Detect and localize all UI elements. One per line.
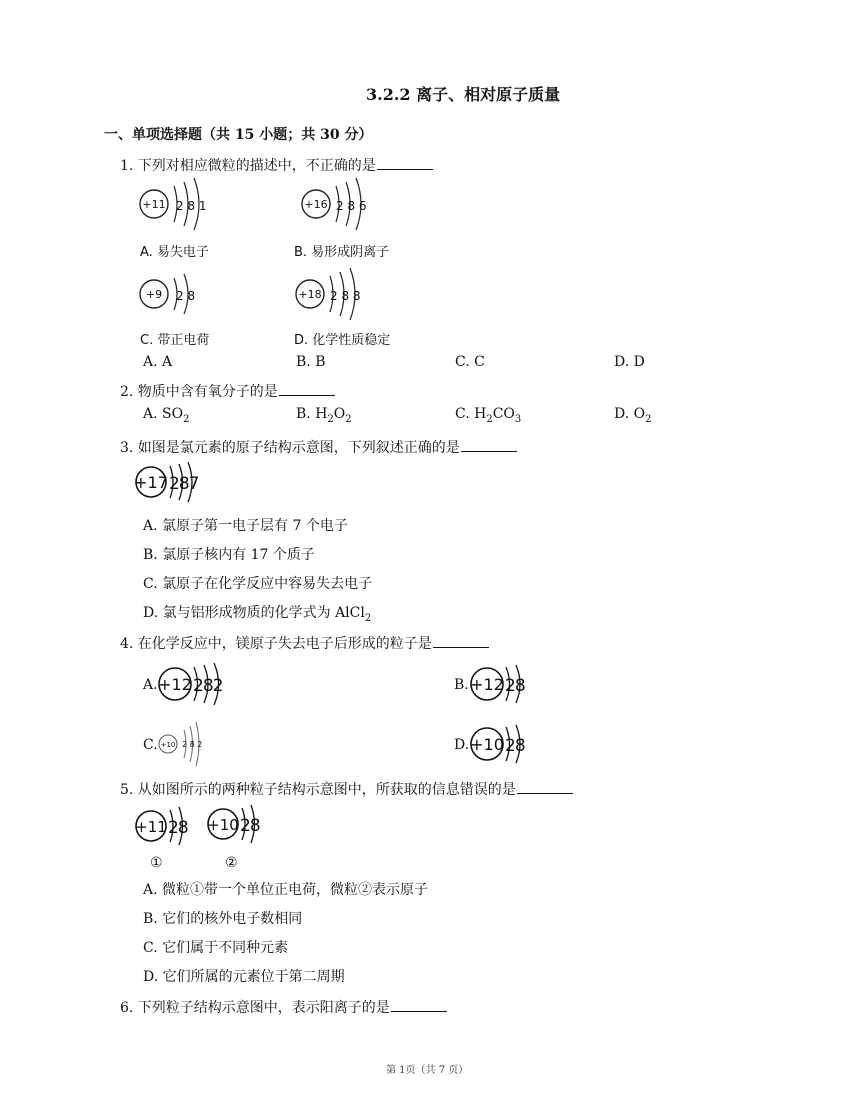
question-1-figure bbox=[136, 176, 400, 350]
q4-option-d-diagram[interactable] bbox=[469, 722, 531, 766]
svg-text:+18: +18 bbox=[298, 288, 322, 301]
atom-structure-figure bbox=[136, 176, 400, 350]
particle-diagram-1 bbox=[135, 807, 188, 845]
q4-option-c-label[interactable]: C. bbox=[143, 737, 158, 753]
question-4-stem: 4. 在化学反应中，镁原子失去电子后形成的粒子是 bbox=[120, 636, 432, 652]
q1-option-d[interactable]: D. D bbox=[614, 354, 645, 370]
atom-diagram-c bbox=[140, 274, 209, 348]
answer-blank bbox=[279, 383, 335, 396]
page-footer: 第 1页（共 7 页） bbox=[386, 1065, 469, 1076]
svg-text:+11: +11 bbox=[135, 818, 167, 836]
q3-option-b[interactable]: B. 氯原子核内有 17 个质子 bbox=[143, 547, 315, 563]
q1-option-b[interactable]: B. B bbox=[296, 354, 326, 370]
svg-text:28: 28 bbox=[505, 736, 525, 756]
svg-text:+12: +12 bbox=[470, 675, 504, 694]
answer-blank bbox=[377, 157, 433, 170]
svg-text:+16: +16 bbox=[304, 198, 328, 211]
question-3 bbox=[120, 437, 517, 457]
atom-diagram-a bbox=[140, 178, 209, 260]
q2-option-c[interactable]: C. $H_2CO_3$ bbox=[455, 406, 522, 425]
question-2 bbox=[120, 381, 335, 401]
section-heading: 一、单项选择题（共 15 小题；共 30 分） bbox=[104, 127, 373, 143]
svg-text:D. 化学性质稳定: D. 化学性质稳定 bbox=[294, 333, 391, 348]
q5-option-a[interactable]: A. 微粒①带一个单位正电荷，微粒②表示原子 bbox=[143, 882, 429, 898]
question-5-figure bbox=[134, 804, 274, 852]
particle-mark-2: ② bbox=[225, 855, 238, 871]
q4-option-a-label[interactable]: A. bbox=[143, 677, 158, 693]
q2-option-b[interactable]: B. $H_2O_2$ bbox=[296, 406, 352, 425]
q4-option-c-diagram[interactable] bbox=[156, 716, 226, 768]
q2-option-a[interactable]: A. $SO_2$ bbox=[143, 406, 190, 425]
question-1 bbox=[120, 155, 433, 175]
q3-option-d[interactable]: D. 氯与铝形成物质的化学式为 AlCl$_2$ bbox=[143, 605, 372, 624]
q4-option-d-label[interactable]: D. bbox=[454, 737, 470, 753]
q5-option-b[interactable]: B. 它们的核外电子数相同 bbox=[143, 911, 303, 927]
question-1-stem: 1. 下列对相应微粒的描述中，不正确的是 bbox=[120, 158, 376, 174]
question-5-stem: 5. 从如图所示的两种粒子结构示意图中，所获取的信息错误的是 bbox=[120, 782, 516, 798]
question-2-stem: 2. 物质中含有氧分子的是 bbox=[120, 384, 278, 400]
svg-text:282: 282 bbox=[193, 676, 223, 696]
svg-text:2 8 2: 2 8 2 bbox=[182, 740, 203, 749]
svg-text:2 8 8: 2 8 8 bbox=[330, 289, 361, 303]
q5-option-d[interactable]: D. 它们所属的元素位于第二周期 bbox=[143, 969, 345, 985]
svg-text:C. 带正电荷: C. 带正电荷 bbox=[140, 333, 210, 348]
svg-text:2 8 1: 2 8 1 bbox=[176, 199, 207, 213]
q1-option-a[interactable]: A. A bbox=[143, 354, 173, 370]
svg-text:+12: +12 bbox=[158, 675, 192, 694]
question-3-figure bbox=[134, 462, 206, 502]
svg-text:B. 易形成阴离子: B. 易形成阴离子 bbox=[294, 245, 390, 260]
atom-diagram-d bbox=[294, 268, 390, 348]
particle-diagram-2 bbox=[207, 805, 260, 843]
svg-text:2 8: 2 8 bbox=[176, 289, 196, 303]
q5-option-c[interactable]: C. 它们属于不同种元素 bbox=[143, 940, 289, 956]
svg-text:2 8 6: 2 8 6 bbox=[336, 199, 367, 213]
svg-text:+10: +10 bbox=[470, 735, 504, 754]
question-6 bbox=[120, 997, 447, 1017]
question-6-stem: 6. 下列粒子结构示意图中，表示阳离子的是 bbox=[120, 1000, 390, 1016]
q4-option-b-diagram[interactable] bbox=[469, 662, 531, 706]
svg-text:+17: +17 bbox=[134, 473, 168, 492]
document-title: 3.2.2 离子、相对原子质量 bbox=[366, 85, 561, 104]
q3-option-c[interactable]: C. 氯原子在化学反应中容易失去电子 bbox=[143, 576, 373, 592]
q3-option-a[interactable]: A. 氯原子第一电子层有 7 个电子 bbox=[143, 518, 348, 534]
atom-diagram-b bbox=[294, 178, 389, 260]
svg-text:+10: +10 bbox=[207, 816, 239, 834]
q4-option-a-diagram[interactable] bbox=[157, 662, 229, 706]
particle-mark-1: ① bbox=[150, 855, 163, 871]
question-4 bbox=[120, 633, 489, 653]
answer-blank bbox=[391, 999, 447, 1012]
q2-option-d[interactable]: D. $O_2$ bbox=[614, 406, 652, 425]
svg-text:28: 28 bbox=[240, 816, 260, 836]
svg-text:+11: +11 bbox=[142, 198, 166, 211]
svg-text:A. 易失电子: A. 易失电子 bbox=[140, 245, 209, 260]
answer-blank bbox=[433, 635, 489, 648]
svg-text:+10: +10 bbox=[160, 741, 176, 749]
svg-text:28: 28 bbox=[505, 676, 525, 696]
answer-blank bbox=[461, 439, 517, 452]
q1-option-c[interactable]: C. C bbox=[455, 354, 485, 370]
question-3-stem: 3. 如图是氯元素的原子结构示意图，下列叙述正确的是 bbox=[120, 440, 460, 456]
svg-text:+9: +9 bbox=[145, 288, 163, 301]
question-5 bbox=[120, 779, 573, 799]
svg-text:28: 28 bbox=[168, 818, 188, 838]
q4-option-b-label[interactable]: B. bbox=[454, 677, 469, 693]
svg-text:287: 287 bbox=[169, 474, 199, 494]
chlorine-atom-diagram bbox=[134, 462, 206, 502]
answer-blank bbox=[517, 781, 573, 794]
